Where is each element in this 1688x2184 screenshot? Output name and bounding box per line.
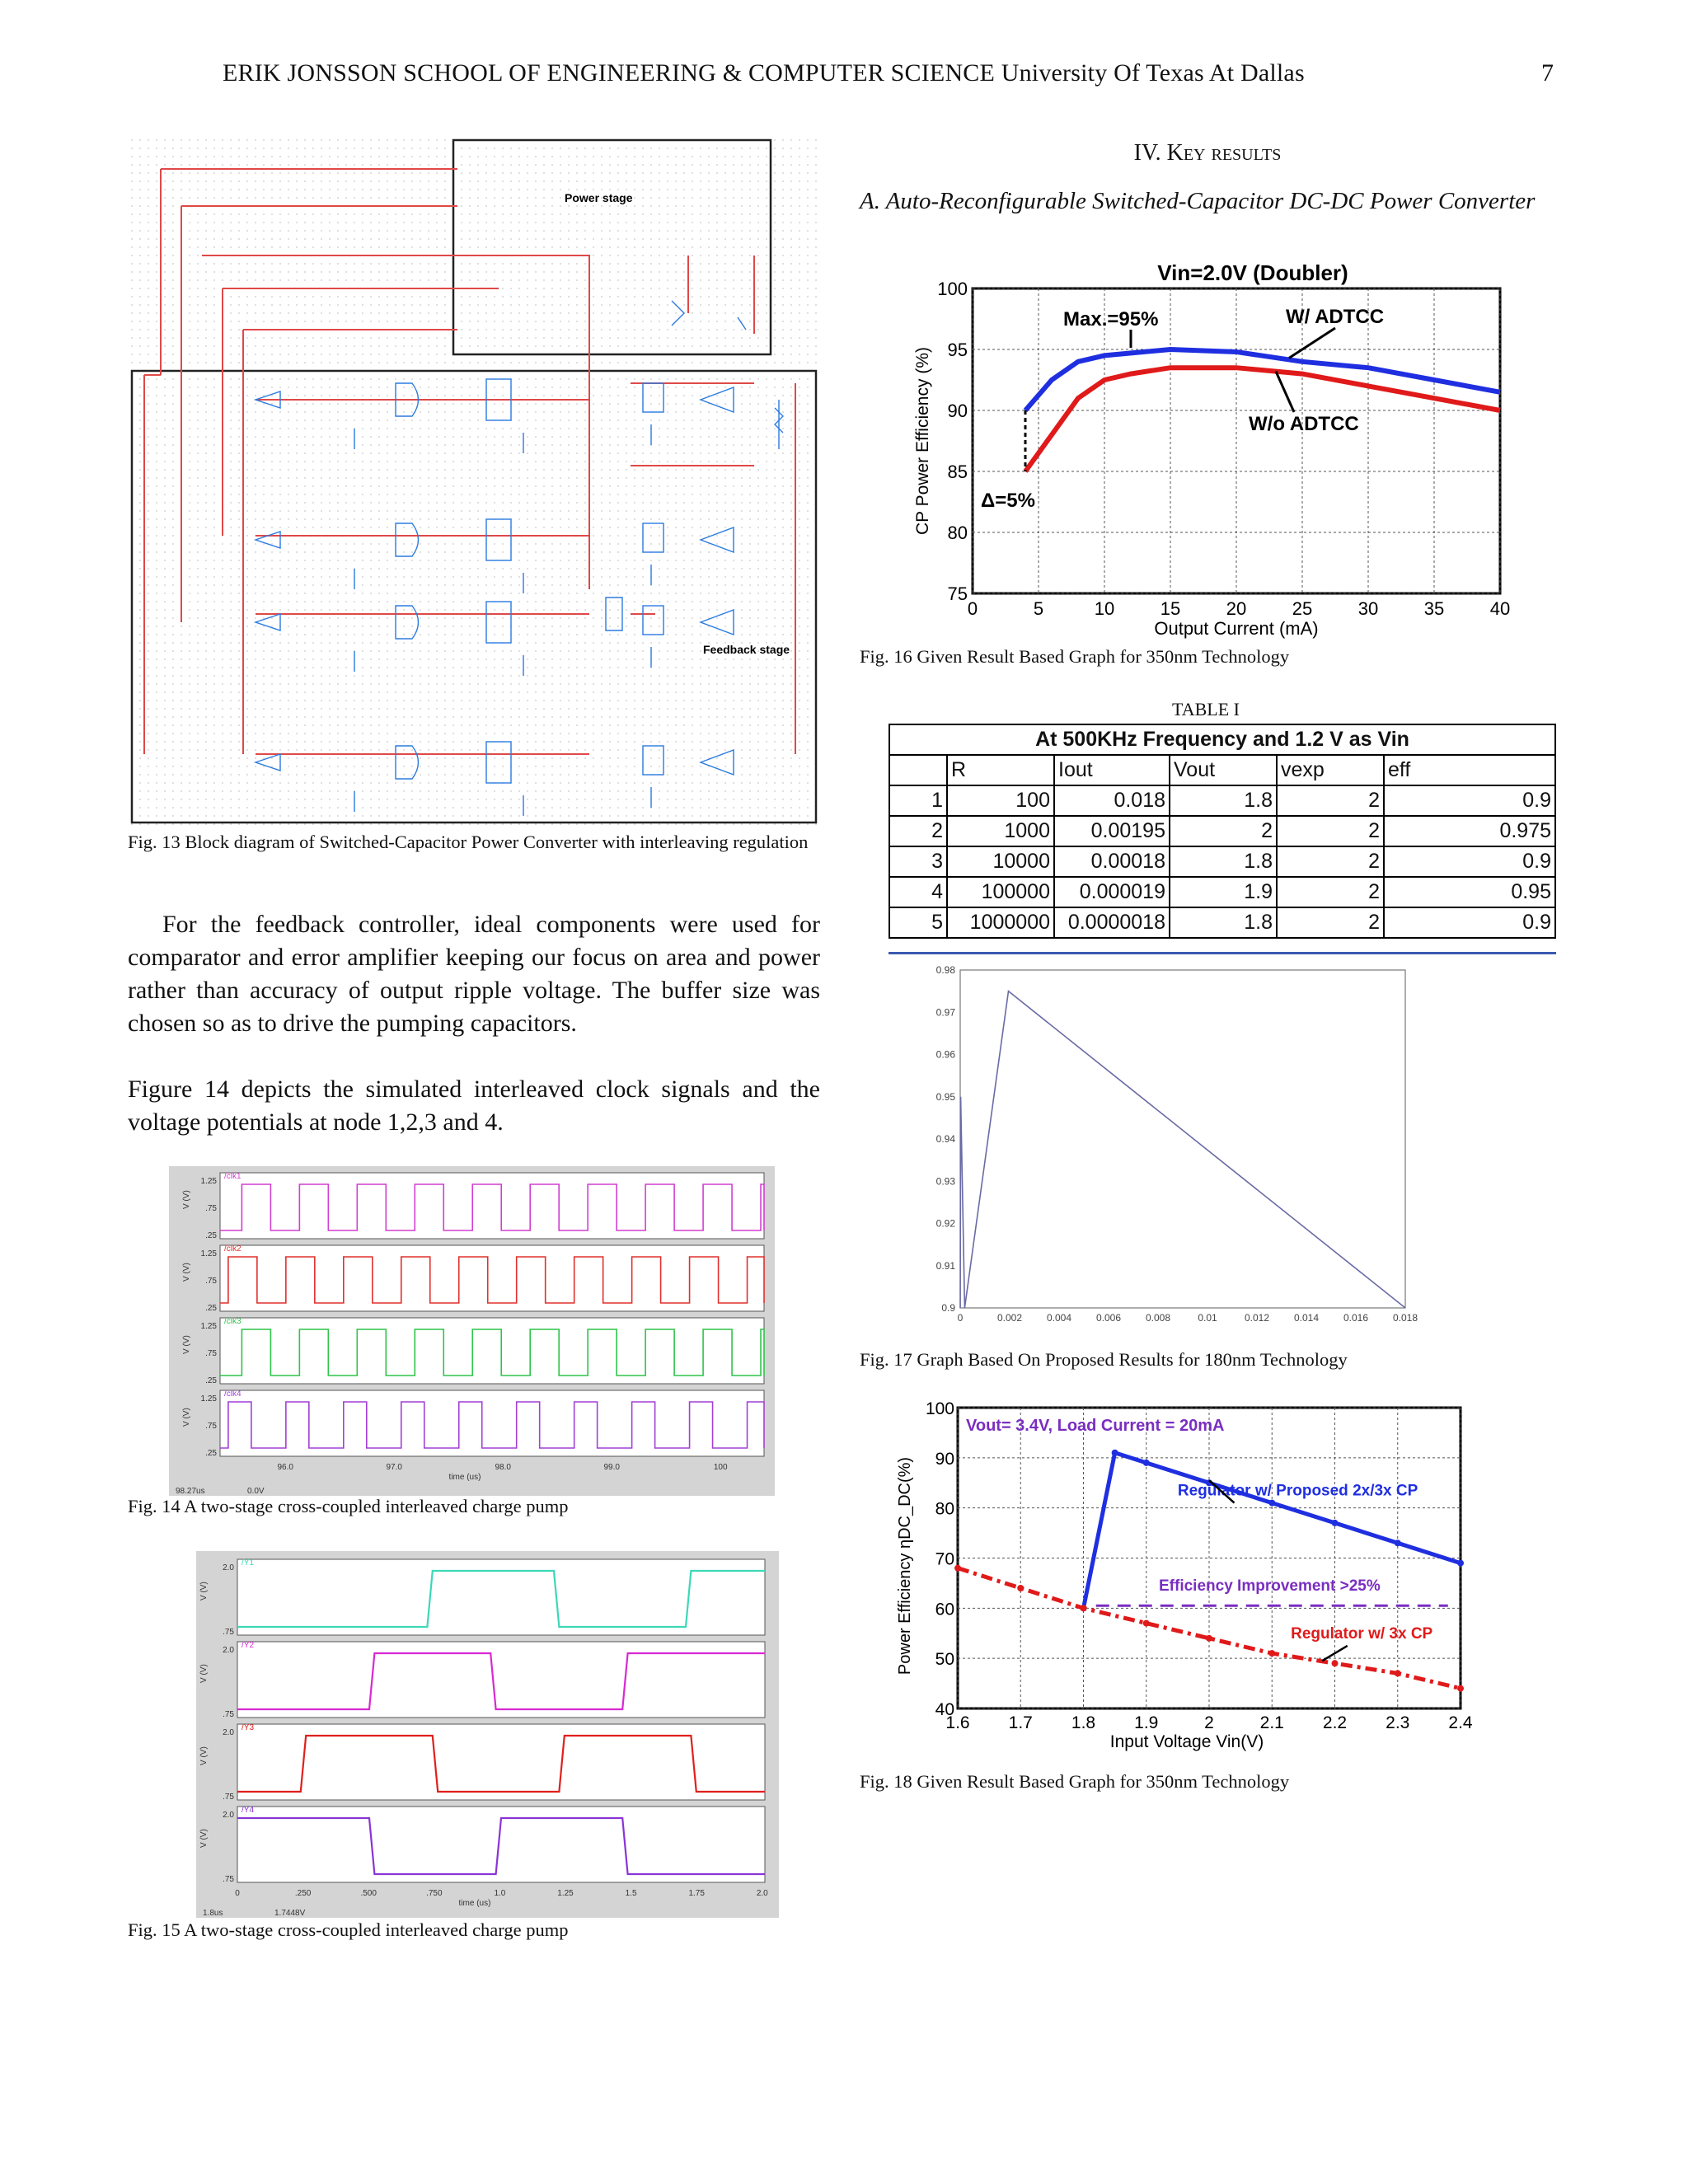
table-cell: 0.00195 bbox=[1054, 816, 1170, 846]
table-cell: 2 bbox=[1170, 816, 1277, 846]
table-row bbox=[889, 785, 1555, 816]
table-header-eff: eff bbox=[1384, 755, 1555, 785]
table-cell: 2 bbox=[1277, 907, 1384, 938]
x-axis-label: Input Voltage Vin(V) bbox=[1109, 1732, 1264, 1751]
series-point bbox=[1457, 1685, 1464, 1692]
y-tick-label: 80 bbox=[935, 1499, 954, 1519]
section-heading: IV. Key results bbox=[1133, 140, 1282, 166]
x-tick-label: 1.9 bbox=[1134, 1713, 1159, 1732]
table-cell: 0.0000018 bbox=[1054, 907, 1170, 938]
x-tick-label: 15 bbox=[1160, 598, 1181, 619]
table-cell: 2 bbox=[1277, 877, 1384, 907]
table-cell: 1.8 bbox=[1170, 785, 1277, 816]
y-tick-label: 0.9 bbox=[941, 1302, 955, 1314]
wave-ytick: .75 bbox=[205, 1204, 217, 1213]
x-tick-label: 0.01 bbox=[1198, 1312, 1217, 1324]
series-point bbox=[1332, 1520, 1339, 1526]
fig13-schematic bbox=[128, 136, 820, 828]
table-cell: 2 bbox=[1277, 816, 1384, 846]
x-tick-label: 2.2 bbox=[1322, 1713, 1348, 1732]
fig16-caption: Fig. 16 Given Result Based Graph for 350nm Technology bbox=[860, 646, 1290, 667]
wave-readout-time: 98.27us bbox=[176, 1487, 205, 1496]
x-tick-label: 1.8 bbox=[1071, 1713, 1096, 1732]
wave-ytick: 1.25 bbox=[200, 1394, 217, 1404]
power-stage-label: Power stage bbox=[565, 191, 633, 204]
wave-panel bbox=[220, 1245, 764, 1311]
table-row bbox=[889, 816, 1555, 846]
wave-readout-voltage: 0.0V bbox=[247, 1487, 265, 1496]
table-row bbox=[889, 877, 1555, 907]
series-point bbox=[1143, 1620, 1150, 1627]
annotation-without: W/o ADTCC bbox=[1249, 413, 1359, 435]
table-cell: 1000 bbox=[947, 816, 1054, 846]
table-cell: 100 bbox=[947, 785, 1054, 816]
wave-xtick: 1.75 bbox=[688, 1889, 705, 1898]
y-tick-label: 50 bbox=[935, 1650, 954, 1670]
wave-ytick: .75 bbox=[223, 1628, 234, 1637]
y-tick-label: 0.97 bbox=[935, 1006, 955, 1019]
wave-xtick: .750 bbox=[426, 1889, 443, 1898]
fig15-waveforms bbox=[196, 1551, 779, 1918]
y-tick-label: 70 bbox=[935, 1549, 954, 1569]
feedback-stage-label: Feedback stage bbox=[703, 643, 790, 656]
series-point bbox=[1457, 1560, 1464, 1567]
series-point bbox=[1395, 1540, 1401, 1546]
series-point bbox=[954, 1565, 961, 1572]
legend-text: Vout= 3.4V, Load Current = 20mA bbox=[966, 1417, 1225, 1435]
wave-panel bbox=[220, 1318, 764, 1384]
y-tick-label: 100 bbox=[937, 279, 968, 299]
y-tick-label: 75 bbox=[947, 583, 968, 604]
table-cell: 0.00018 bbox=[1054, 846, 1170, 877]
wave-ylabel: V (V) bbox=[182, 1190, 191, 1209]
fig18-chart bbox=[890, 1401, 1484, 1768]
wave-ytick: .25 bbox=[205, 1376, 217, 1385]
x-tick-label: 10 bbox=[1094, 598, 1115, 619]
y-tick-label: 0.95 bbox=[935, 1090, 955, 1103]
subsection-heading: A. Auto-Reconfigurable Switched-Capacitor DC-DC Power Converter bbox=[860, 188, 1536, 214]
table-cell: 100000 bbox=[947, 877, 1054, 907]
table-cell: 0.95 bbox=[1384, 877, 1555, 907]
x-tick-label: 2.3 bbox=[1386, 1713, 1410, 1732]
y-tick-label: 0.96 bbox=[935, 1048, 955, 1061]
running-header: ERIK JONSSON SCHOOL OF ENGINEERING & COMPUTER SCIENCE University Of Texas At Dallas bbox=[223, 59, 1305, 87]
series-point bbox=[1081, 1605, 1087, 1611]
table-cell: 2 bbox=[1277, 846, 1384, 877]
series-point bbox=[1206, 1635, 1212, 1642]
x-tick-label: 0.018 bbox=[1392, 1312, 1418, 1324]
table-cell: 2 bbox=[1277, 785, 1384, 816]
wave-ytick: 2.0 bbox=[223, 1728, 234, 1737]
series-point bbox=[1395, 1670, 1401, 1676]
table-cell: 0.000019 bbox=[1054, 877, 1170, 907]
x-tick-label: 1.6 bbox=[945, 1713, 970, 1732]
chart-title: Vin=2.0V (Doubler) bbox=[1157, 260, 1348, 285]
fig17-chart bbox=[919, 960, 1430, 1343]
wave-xtick: 97.0 bbox=[386, 1463, 402, 1472]
paragraph-figure14: Figure 14 depicts the simulated interleaved clock signals and the voltage potentials at node 1,2,3 and 4. bbox=[128, 1076, 820, 1136]
x-tick-label: 30 bbox=[1357, 598, 1379, 619]
wave-readout-time: 1.8us bbox=[203, 1909, 223, 1918]
y-tick-label: 0.94 bbox=[935, 1133, 955, 1145]
table-header-iout: Iout bbox=[1054, 755, 1170, 785]
paragraph-feedback: For the feedback controller, ideal components were used for comparator and error amplifier keeping our focus on area and power rather than accuracy of output ripple voltage. The buffer size was chosen so as to drive the pumping capacitors. bbox=[128, 911, 820, 1037]
annotation-with: W/ ADTCC bbox=[1286, 306, 1385, 328]
wave-ytick: 1.25 bbox=[200, 1249, 217, 1258]
wave-ytick: 1.25 bbox=[200, 1177, 217, 1186]
wave-xtick: 2.0 bbox=[756, 1889, 768, 1898]
series-point bbox=[1112, 1450, 1118, 1456]
table-cell: 0.9 bbox=[1384, 907, 1555, 938]
x-tick-label: 0.012 bbox=[1244, 1312, 1270, 1324]
x-tick-label: 1.7 bbox=[1008, 1713, 1033, 1732]
wave-ytick: .75 bbox=[223, 1710, 234, 1719]
x-tick-label: 0.014 bbox=[1293, 1312, 1320, 1324]
wave-signal-name: /Y4 bbox=[241, 1806, 255, 1815]
fig14-caption: Fig. 14 A two-stage cross-coupled interleaved charge pump bbox=[128, 1496, 569, 1516]
y-tick-label: 95 bbox=[947, 340, 968, 360]
wave-ylabel: V (V) bbox=[182, 1335, 191, 1354]
x-tick-label: 2.4 bbox=[1448, 1713, 1473, 1732]
table-title: At 500KHz Frequency and 1.2 V as Vin bbox=[889, 724, 1555, 755]
wave-ytick: .75 bbox=[205, 1422, 217, 1431]
wave-ytick: .25 bbox=[205, 1231, 217, 1240]
series-point bbox=[1143, 1460, 1150, 1466]
y-tick-label: 0.92 bbox=[935, 1217, 955, 1230]
series-label-3x: Regulator w/ 3x CP bbox=[1291, 1624, 1433, 1643]
series-point bbox=[1017, 1585, 1024, 1591]
y-tick-label: 40 bbox=[935, 1700, 954, 1719]
x-tick-label: 0 bbox=[967, 598, 978, 619]
x-tick-label: 5 bbox=[1033, 598, 1044, 619]
table-header-vout: Vout bbox=[1170, 755, 1277, 785]
x-tick-label: 35 bbox=[1423, 598, 1445, 619]
wave-readout-voltage: 1.7448V bbox=[274, 1909, 306, 1918]
plot-area bbox=[960, 970, 1405, 1308]
table-cell: 1.9 bbox=[1170, 877, 1277, 907]
table-header-r: R bbox=[947, 755, 1054, 785]
x-tick-label: 25 bbox=[1292, 598, 1313, 619]
table-cell: 5 bbox=[889, 907, 947, 938]
table-cell: 1.8 bbox=[1170, 907, 1277, 938]
table-cell: 0.018 bbox=[1054, 785, 1170, 816]
table-cell: 2 bbox=[889, 816, 947, 846]
table-cell: 0.9 bbox=[1384, 846, 1555, 877]
series-point bbox=[1268, 1650, 1275, 1657]
wave-xtick: 1.25 bbox=[557, 1889, 574, 1898]
wave-xtick: 96.0 bbox=[277, 1463, 293, 1472]
wave-signal-name: /clk2 bbox=[224, 1244, 241, 1254]
wave-xtick: .250 bbox=[294, 1889, 312, 1898]
fig15-caption: Fig. 15 A two-stage cross-coupled interleaved charge pump bbox=[128, 1919, 569, 1940]
x-tick-label: 0.002 bbox=[996, 1312, 1023, 1324]
wave-ytick: .75 bbox=[223, 1793, 234, 1802]
table-rule bbox=[889, 952, 1556, 954]
table-row bbox=[889, 846, 1555, 877]
wave-panel bbox=[220, 1173, 764, 1239]
x-tick-label: 0.004 bbox=[1046, 1312, 1072, 1324]
annotation-delta: Δ=5% bbox=[981, 490, 1035, 512]
annotation-max: Max.=95% bbox=[1063, 308, 1159, 330]
table-cell: 3 bbox=[889, 846, 947, 877]
y-tick-label: 60 bbox=[935, 1600, 954, 1619]
wave-signal-name: /Y3 bbox=[241, 1723, 255, 1732]
wave-ytick: 2.0 bbox=[223, 1811, 234, 1820]
wave-ytick: .75 bbox=[205, 1277, 217, 1286]
wave-ytick: .75 bbox=[223, 1875, 234, 1884]
wave-ytick: 2.0 bbox=[223, 1563, 234, 1572]
wave-ytick: 2.0 bbox=[223, 1646, 234, 1655]
table-cell: 0.9 bbox=[1384, 785, 1555, 816]
wave-signal-name: /clk3 bbox=[224, 1317, 241, 1326]
table-cell: 1000000 bbox=[947, 907, 1054, 938]
y-tick-label: 0.91 bbox=[935, 1259, 955, 1272]
wave-signal-name: /clk4 bbox=[224, 1390, 241, 1399]
y-axis-label: Power Efficiency ηDC_DC(%) bbox=[896, 1456, 914, 1675]
wave-ytick: .75 bbox=[205, 1349, 217, 1358]
table-header-index bbox=[889, 755, 947, 785]
series-point bbox=[1332, 1660, 1339, 1666]
table-header-vexp: vexp bbox=[1277, 755, 1384, 785]
y-axis-label: CP Power Efficiency (%) bbox=[913, 347, 932, 535]
wave-ytick: .25 bbox=[205, 1449, 217, 1458]
results-table bbox=[889, 724, 1556, 939]
wave-ylabel: V (V) bbox=[199, 1582, 209, 1601]
wave-ylabel: V (V) bbox=[199, 1664, 209, 1683]
wave-ytick: 1.25 bbox=[200, 1322, 217, 1331]
x-tick-label: 0.016 bbox=[1343, 1312, 1369, 1324]
series-point bbox=[1268, 1500, 1275, 1507]
wave-xtick: 100 bbox=[713, 1463, 728, 1472]
page-number: 7 bbox=[1541, 59, 1554, 87]
table-label: TABLE I bbox=[1172, 699, 1240, 719]
wave-ytick: .25 bbox=[205, 1304, 217, 1313]
table-cell: 1.8 bbox=[1170, 846, 1277, 877]
wave-ylabel: V (V) bbox=[182, 1263, 191, 1282]
x-axis-label: Output Current (mA) bbox=[1154, 618, 1319, 639]
series-label-proposed: Regulator w/ Proposed 2x/3x CP bbox=[1177, 1482, 1418, 1500]
table-cell: 0.975 bbox=[1384, 816, 1555, 846]
wave-signal-name: /Y2 bbox=[241, 1641, 255, 1650]
wave-ylabel: V (V) bbox=[199, 1746, 209, 1765]
wave-xtick: 1.0 bbox=[494, 1889, 506, 1898]
y-tick-label: 80 bbox=[947, 523, 968, 543]
x-tick-label: 20 bbox=[1226, 598, 1247, 619]
x-tick-label: 2.1 bbox=[1259, 1713, 1284, 1732]
wave-xtick: 99.0 bbox=[603, 1463, 620, 1472]
table-cell: 4 bbox=[889, 877, 947, 907]
wave-xtick: 0 bbox=[235, 1889, 240, 1898]
y-tick-label: 90 bbox=[947, 401, 968, 421]
y-tick-label: 0.98 bbox=[935, 964, 955, 976]
fig16-chart bbox=[907, 255, 1533, 643]
x-tick-label: 0 bbox=[957, 1312, 964, 1324]
wave-xtick: 1.5 bbox=[625, 1889, 637, 1898]
fig14-waveforms bbox=[169, 1166, 775, 1496]
wave-xlabel: time (us) bbox=[458, 1899, 491, 1908]
y-tick-label: 90 bbox=[935, 1449, 954, 1469]
table-cell: 10000 bbox=[947, 846, 1054, 877]
y-tick-label: 85 bbox=[947, 462, 968, 482]
wave-signal-name: /clk1 bbox=[224, 1172, 241, 1181]
wave-signal-name: /Y1 bbox=[241, 1558, 255, 1568]
table-cell: 1 bbox=[889, 785, 947, 816]
fig18-caption: Fig. 18 Given Result Based Graph for 350nm Technology bbox=[860, 1771, 1290, 1792]
wave-xtick: 98.0 bbox=[495, 1463, 511, 1472]
wave-xlabel: time (us) bbox=[448, 1473, 481, 1482]
x-tick-label: 2 bbox=[1204, 1713, 1214, 1732]
wave-panel bbox=[220, 1390, 764, 1456]
wave-xtick: .500 bbox=[360, 1889, 377, 1898]
table-row bbox=[889, 907, 1555, 938]
wave-ylabel: V (V) bbox=[199, 1829, 209, 1848]
annotation-improvement: Efficiency Improvement >25% bbox=[1159, 1577, 1381, 1596]
x-tick-label: 0.008 bbox=[1145, 1312, 1171, 1324]
y-tick-label: 0.93 bbox=[935, 1175, 955, 1188]
fig13-caption: Fig. 13 Block diagram of Switched-Capacitor Power Converter with interleaving regulation bbox=[128, 832, 809, 852]
fig17-caption: Fig. 17 Graph Based On Proposed Results for 180nm Technology bbox=[860, 1349, 1348, 1370]
y-tick-label: 100 bbox=[925, 1401, 954, 1418]
wave-ylabel: V (V) bbox=[182, 1408, 191, 1427]
x-tick-label: 0.006 bbox=[1095, 1312, 1122, 1324]
x-tick-label: 40 bbox=[1489, 598, 1511, 619]
